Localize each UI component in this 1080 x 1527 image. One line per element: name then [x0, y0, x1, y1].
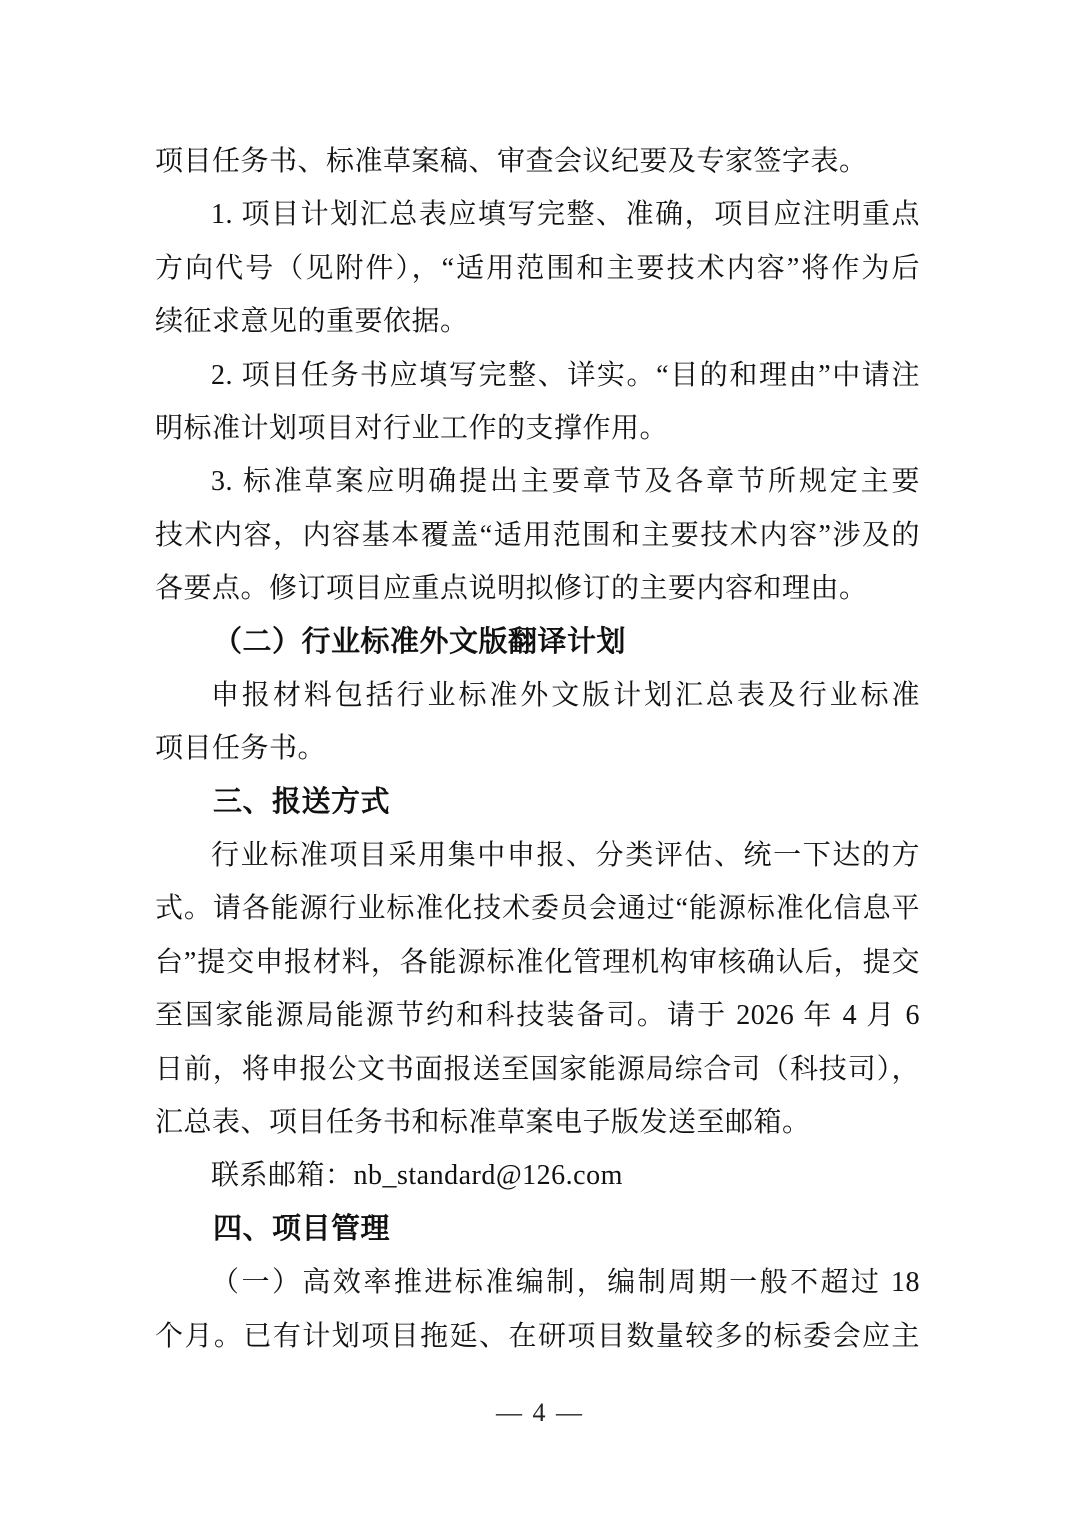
text-line: 1. 项目计划汇总表应填写完整、准确，项目应注明重点	[211, 199, 920, 231]
text-line: 项目任务书、标准草案稿、审查会议纪要及专家签字表。	[155, 146, 868, 177]
text-line: 汇总表、项目任务书和标准草案电子版发送至邮箱。	[155, 1107, 811, 1139]
text-line: 2. 项目任务书应填写完整、详实。“目的和理由”中请注	[211, 359, 920, 391]
text-line: 明标准计划项目对行业工作的支撑作用。	[155, 412, 669, 444]
heading-line: 三、报送方式	[213, 785, 391, 818]
heading-line: 四、项目管理	[213, 1212, 391, 1245]
text-line: 3. 标准草案应明确提出主要章节及各章节所规定主要	[211, 466, 920, 498]
text-line: 申报材料包括行业标准外文版计划汇总表及行业标准	[211, 679, 920, 711]
text-line: 项目任务书。	[155, 733, 327, 765]
text-line: 各要点。修订项目应重点说明拟修订的主要内容和理由。	[155, 573, 868, 605]
heading-line: （二）行业标准外文版翻译计划	[213, 625, 627, 658]
text-line: 台”提交申报材料，各能源标准化管理机构审核确认后，提交	[155, 946, 920, 978]
text-line: 方向代号（见附件），“适用范围和主要技术内容”将作为后	[155, 252, 920, 284]
text-line: 至国家能源局能源节约和科技装备司。请于 2026 年 4 月 6	[155, 1000, 920, 1032]
page-number: — 4 —	[496, 1398, 584, 1427]
text-line: （一）高效率推进标准编制，编制周期一般不超过 18	[211, 1267, 920, 1299]
text-line: 续征求意见的重要依据。	[155, 306, 469, 338]
text-line: 联系邮箱：nb_standard@126.com	[211, 1160, 623, 1192]
text-line: 式。请各能源行业标准化技术委员会通过“能源标准化信息平	[155, 893, 920, 925]
document-lines	[155, 135, 920, 1363]
text-line: 技术内容，内容基本覆盖“适用范围和主要技术内容”涉及的	[155, 519, 920, 551]
text-line: 个月。已有计划项目拖延、在研项目数量较多的标委会应主	[155, 1320, 920, 1352]
text-line: 行业标准项目采用集中申报、分类评估、统一下达的方	[211, 840, 920, 872]
text-line: 日前，将申报公文书面报送至国家能源局综合司（科技司），	[155, 1053, 920, 1085]
